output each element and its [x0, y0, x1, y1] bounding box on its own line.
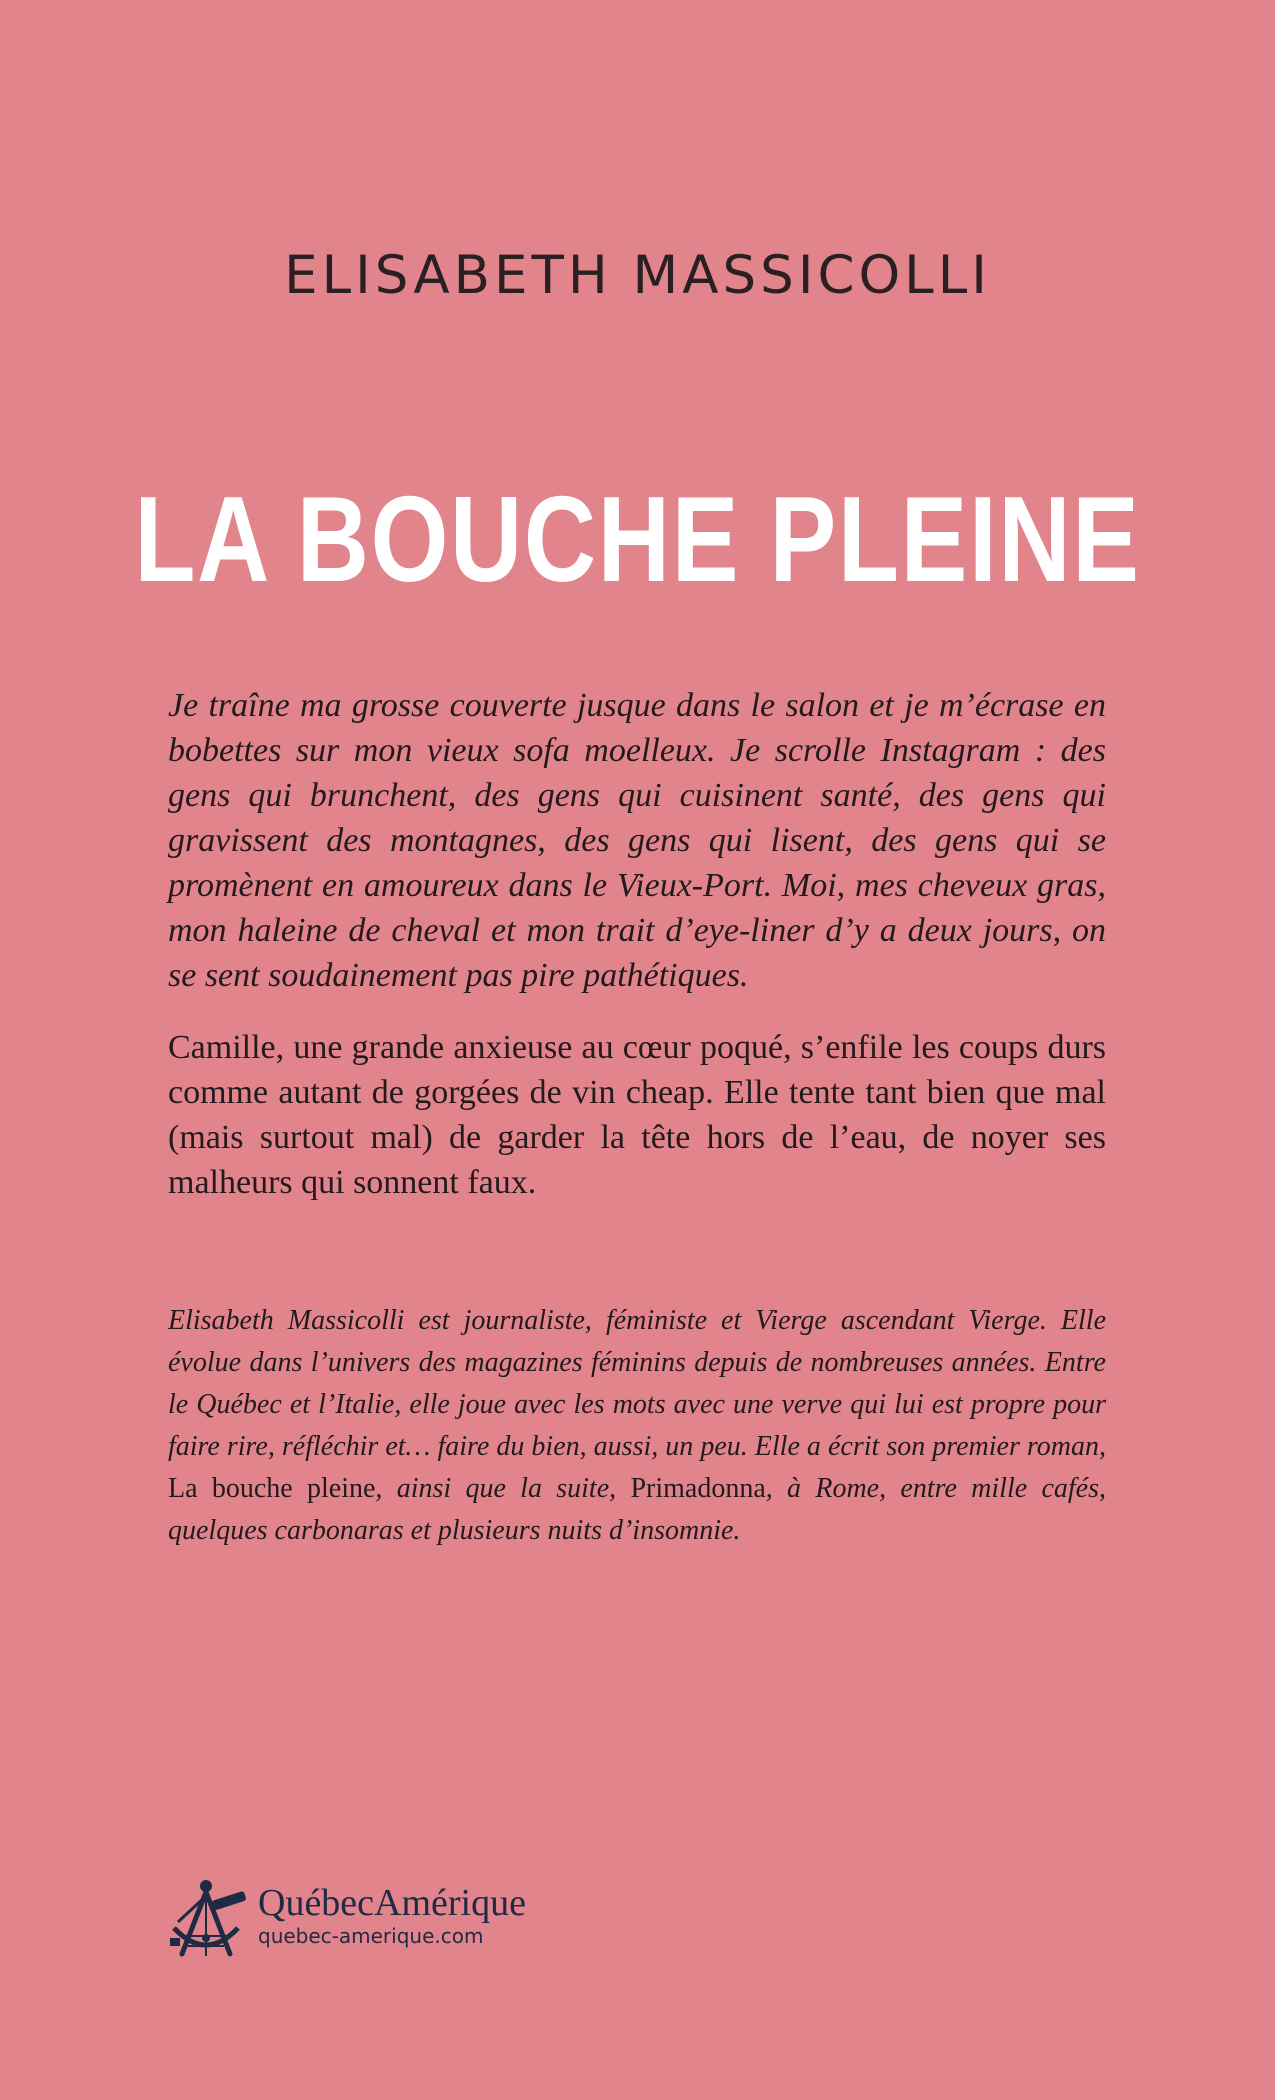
publisher-url[interactable]: quebec-amerique.com — [258, 1923, 484, 1948]
bio-text-1: Elisabeth Massicolli est journaliste, féministe et Vierge ascendant Vierge. Elle évolue dans l’univers des magazines féminins depuis de nombreuses années. Entre le Québec et l’Italie, elle joue avec les mots avec une verve qui lui est propre pour faire rire, réfléchir et… faire du bien, aussi, un peu. Elle a écrit son premier roman, — [168, 1305, 1106, 1462]
author-name: ELISABETH MASSICOLLI — [284, 245, 991, 306]
publisher-name: QuébecAmérique — [258, 1882, 526, 1925]
publisher-block — [168, 1873, 526, 1963]
bio-book-title-2: Primadonna — [630, 1473, 766, 1504]
excerpt-paragraph: Je traîne ma grosse couverte jusque dans le salon et je m’écrase en bobettes sur mon vieux sofa moelleux. Je scrolle Instagram : des gens qui brunchent, des gens qui cuisinent santé, des gens qui gravissent des montagnes, des gens qui lisent, des gens qui se promènent en amoureux dans le Vieux-Port. Moi, mes cheveux gras, mon haleine de cheval et mon trait d’eye-liner d’y a deux jours, on se sent soudainement pas pire pathétiques. — [168, 687, 1106, 994]
author-bio — [168, 1300, 1106, 1552]
publisher-text — [258, 1884, 526, 1948]
bio-text-2: , ainsi que la suite, — [375, 1473, 617, 1504]
bio-text-3: , à Rome, entre mille cafés, quelques carbonaras et plusieurs nuits d’insomnie. — [168, 1473, 1106, 1546]
book-title: LA BOUCHE PLEINE — [134, 471, 1141, 607]
bio-book-title-1: La bouche pleine — [168, 1473, 376, 1504]
sextant-icon — [168, 1876, 254, 1960]
summary-paragraph: Camille, une grande anxieuse au cœur poqué, s’enfile les coups durs comme autant de gorgées de vin cheap. Elle tente tant bien que mal (mais surtout mal) de garder la tête hors de l’eau, de noyer ses malheurs qui sonnent faux. — [168, 1029, 1106, 1201]
